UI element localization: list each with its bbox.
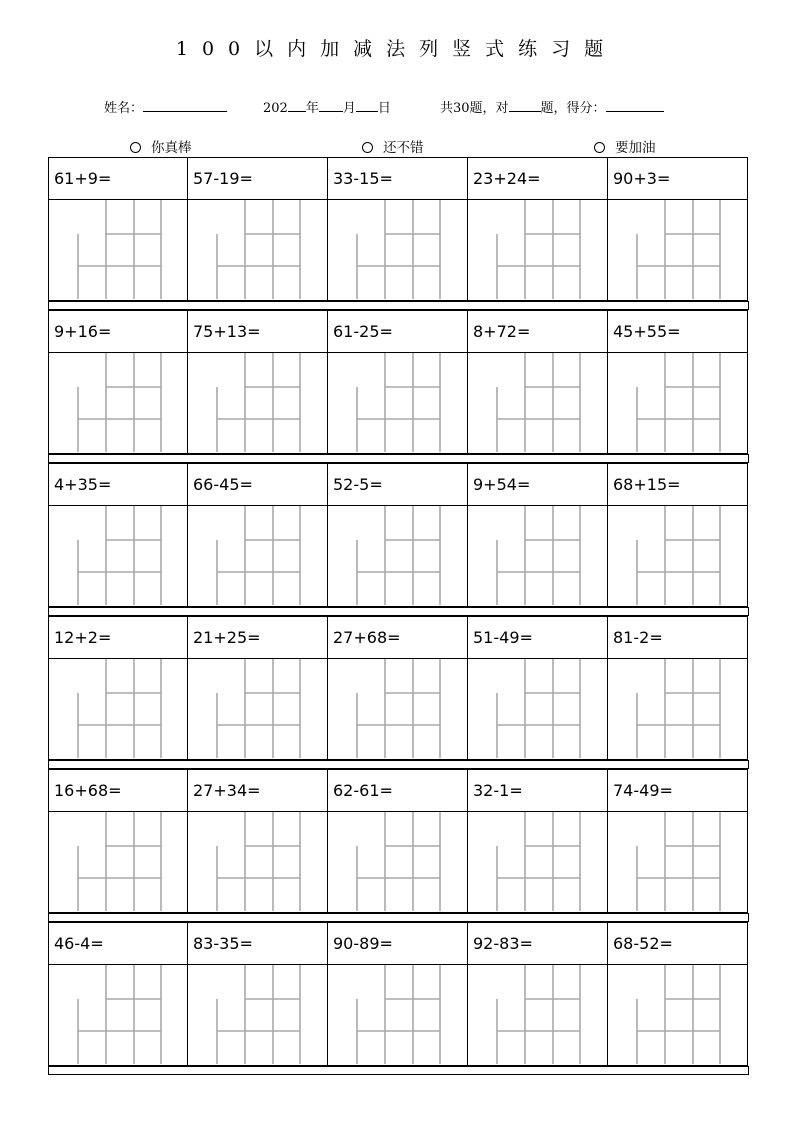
question-text: 45+55= xyxy=(613,322,681,341)
problem-cell xyxy=(48,463,188,607)
answer-box[interactable] xyxy=(328,658,468,760)
question-box xyxy=(328,463,468,506)
answer-box[interactable] xyxy=(608,811,748,913)
answer-box[interactable] xyxy=(608,505,748,607)
question-box xyxy=(188,769,328,812)
vertical-calc-grid xyxy=(216,659,302,759)
question-box xyxy=(188,922,328,965)
year-label: 年 xyxy=(305,101,319,116)
question-text: 68-52= xyxy=(613,934,673,953)
question-text: 90-89= xyxy=(333,934,393,953)
question-text: 46-4= xyxy=(54,934,104,953)
circle-icon xyxy=(130,142,141,153)
total-label: 共30题，对 xyxy=(440,101,509,116)
problem-cell xyxy=(188,769,328,913)
question-text: 16+68= xyxy=(54,781,122,800)
vertical-calc-grid xyxy=(356,506,442,606)
question-box xyxy=(48,616,188,659)
problem-cell xyxy=(328,463,468,607)
vertical-calc-grid xyxy=(216,200,302,300)
question-box xyxy=(468,310,608,353)
answer-box[interactable] xyxy=(188,505,328,607)
question-box xyxy=(608,463,748,506)
vertical-calc-grid xyxy=(496,812,582,912)
answer-box[interactable] xyxy=(468,964,608,1066)
problem-cell xyxy=(608,310,748,454)
answer-box[interactable] xyxy=(468,352,608,454)
question-text: 81-2= xyxy=(613,628,663,647)
question-text: 4+35= xyxy=(54,475,112,494)
problem-cell xyxy=(188,310,328,454)
problem-cell xyxy=(188,157,328,301)
vertical-calc-grid xyxy=(636,200,722,300)
answer-box[interactable] xyxy=(188,658,328,760)
row-separator xyxy=(48,913,749,922)
question-box xyxy=(328,310,468,353)
vertical-calc-grid xyxy=(216,353,302,453)
row-separator xyxy=(48,454,749,463)
vertical-calc-grid xyxy=(356,353,442,453)
answer-box[interactable] xyxy=(328,964,468,1066)
problem-row xyxy=(48,616,749,769)
vertical-calc-grid xyxy=(496,200,582,300)
question-box xyxy=(188,157,328,200)
vertical-calc-grid xyxy=(496,353,582,453)
vertical-calc-grid xyxy=(356,659,442,759)
vertical-calc-grid xyxy=(636,353,722,453)
question-box xyxy=(188,616,328,659)
question-box xyxy=(608,922,748,965)
year-blank[interactable] xyxy=(288,98,306,112)
question-text: 90+3= xyxy=(613,169,671,188)
problem-cell xyxy=(468,463,608,607)
problem-cell xyxy=(608,769,748,913)
problem-cell xyxy=(608,616,748,760)
month-label: 月 xyxy=(342,101,356,116)
vertical-calc-grid xyxy=(636,659,722,759)
vertical-calc-grid xyxy=(216,506,302,606)
problem-cell xyxy=(328,769,468,913)
question-box xyxy=(188,463,328,506)
problem-cell xyxy=(328,616,468,760)
answer-box[interactable] xyxy=(468,811,608,913)
answer-box[interactable] xyxy=(328,199,468,301)
answer-box[interactable] xyxy=(188,352,328,454)
name-blank[interactable] xyxy=(143,98,227,112)
question-text: 61-25= xyxy=(333,322,393,341)
answer-box[interactable] xyxy=(188,811,328,913)
problem-cell xyxy=(48,310,188,454)
vertical-calc-grid xyxy=(356,812,442,912)
rating-option[interactable] xyxy=(594,136,656,156)
answer-box[interactable] xyxy=(328,352,468,454)
problem-cell xyxy=(468,310,608,454)
question-text: 21+25= xyxy=(193,628,261,647)
problem-row xyxy=(48,463,749,616)
problem-grid xyxy=(48,157,749,1076)
problem-cell xyxy=(468,922,608,1066)
question-box xyxy=(48,463,188,506)
question-text: 23+24= xyxy=(473,169,541,188)
month-blank[interactable] xyxy=(319,98,343,112)
date-field xyxy=(263,97,391,116)
question-box xyxy=(608,616,748,659)
question-box xyxy=(608,769,748,812)
answer-box[interactable] xyxy=(48,964,188,1066)
question-text: 68+15= xyxy=(613,475,681,494)
question-box xyxy=(328,616,468,659)
question-text: 12+2= xyxy=(54,628,112,647)
question-text: 9+16= xyxy=(54,322,112,341)
problem-cell xyxy=(608,463,748,607)
answer-box[interactable] xyxy=(608,658,748,760)
vertical-calc-grid xyxy=(496,965,582,1065)
question-text: 66-45= xyxy=(193,475,253,494)
row-separator xyxy=(48,760,749,769)
problem-row xyxy=(48,157,749,310)
question-box xyxy=(468,463,608,506)
question-box xyxy=(468,922,608,965)
answer-box[interactable] xyxy=(48,199,188,301)
question-box xyxy=(608,310,748,353)
problem-cell xyxy=(328,157,468,301)
problem-cell xyxy=(468,616,608,760)
question-box xyxy=(48,310,188,353)
problem-cell xyxy=(468,769,608,913)
vertical-calc-grid xyxy=(77,812,163,912)
vertical-calc-grid xyxy=(216,812,302,912)
vertical-calc-grid xyxy=(636,812,722,912)
answer-box[interactable] xyxy=(48,811,188,913)
name-label: 姓名： xyxy=(104,101,144,116)
day-blank[interactable] xyxy=(356,98,378,112)
rating-label: 还不错 xyxy=(383,140,424,156)
question-box xyxy=(48,769,188,812)
row-separator xyxy=(48,301,749,310)
question-text: 57-19= xyxy=(193,169,253,188)
question-box xyxy=(468,157,608,200)
question-box xyxy=(608,157,748,200)
question-box xyxy=(328,769,468,812)
vertical-calc-grid xyxy=(77,353,163,453)
correct-blank[interactable] xyxy=(509,98,541,112)
vertical-calc-grid xyxy=(77,506,163,606)
problem-cell xyxy=(48,769,188,913)
problem-row xyxy=(48,769,749,922)
question-text: 27+68= xyxy=(333,628,401,647)
rating-option[interactable] xyxy=(362,136,424,156)
vertical-calc-grid xyxy=(496,659,582,759)
question-text: 74-49= xyxy=(613,781,673,800)
vertical-calc-grid xyxy=(77,659,163,759)
question-text: 52-5= xyxy=(333,475,383,494)
question-text: 75+13= xyxy=(193,322,261,341)
problem-cell xyxy=(48,922,188,1066)
rating-label: 你真棒 xyxy=(151,140,192,156)
problem-cell xyxy=(188,922,328,1066)
answer-box[interactable] xyxy=(48,352,188,454)
question-text: 51-49= xyxy=(473,628,533,647)
answer-box[interactable] xyxy=(188,964,328,1066)
answer-box[interactable] xyxy=(468,658,608,760)
circle-icon xyxy=(362,142,373,153)
vertical-calc-grid xyxy=(216,965,302,1065)
problem-cell xyxy=(468,157,608,301)
vertical-calc-grid xyxy=(496,506,582,606)
answer-box[interactable] xyxy=(48,505,188,607)
question-box xyxy=(328,157,468,200)
question-box xyxy=(468,616,608,659)
question-box xyxy=(48,922,188,965)
answer-box[interactable] xyxy=(328,505,468,607)
question-text: 9+54= xyxy=(473,475,531,494)
answer-box[interactable] xyxy=(468,199,608,301)
question-text: 33-15= xyxy=(333,169,393,188)
vertical-calc-grid xyxy=(77,200,163,300)
question-text: 62-61= xyxy=(333,781,393,800)
vertical-calc-grid xyxy=(356,965,442,1065)
year-prefix: 202 xyxy=(263,101,288,116)
circle-icon xyxy=(594,142,605,153)
question-box xyxy=(468,769,608,812)
problem-cell xyxy=(328,922,468,1066)
problem-cell xyxy=(48,616,188,760)
problem-cell xyxy=(188,463,328,607)
correct-suffix: 题，得分： xyxy=(540,101,606,116)
vertical-calc-grid xyxy=(356,200,442,300)
question-text: 27+34= xyxy=(193,781,261,800)
vertical-calc-grid xyxy=(77,965,163,1065)
answer-box[interactable] xyxy=(468,505,608,607)
question-text: 92-83= xyxy=(473,934,533,953)
problem-cell xyxy=(48,157,188,301)
answer-box[interactable] xyxy=(608,199,748,301)
row-separator xyxy=(48,607,749,616)
question-box xyxy=(328,922,468,965)
vertical-calc-grid xyxy=(636,965,722,1065)
question-text: 8+72= xyxy=(473,322,531,341)
problem-cell xyxy=(608,922,748,1066)
answer-box[interactable] xyxy=(48,658,188,760)
question-text: 61+9= xyxy=(54,169,112,188)
row-separator xyxy=(48,1066,749,1075)
problem-cell xyxy=(328,310,468,454)
answer-box[interactable] xyxy=(188,199,328,301)
page-title: 100以内加减法列竖式练习题 xyxy=(175,38,618,60)
question-box xyxy=(188,310,328,353)
question-box xyxy=(48,157,188,200)
problem-cell xyxy=(608,157,748,301)
name-field xyxy=(104,97,227,116)
rating-option[interactable] xyxy=(130,136,192,156)
answer-box[interactable] xyxy=(608,352,748,454)
problem-row xyxy=(48,922,749,1075)
problem-cell xyxy=(188,616,328,760)
question-text: 32-1= xyxy=(473,781,523,800)
day-label: 日 xyxy=(377,101,391,116)
rating-label: 要加油 xyxy=(615,140,656,156)
answer-box[interactable] xyxy=(608,964,748,1066)
vertical-calc-grid xyxy=(636,506,722,606)
score-field xyxy=(440,97,664,116)
answer-box[interactable] xyxy=(328,811,468,913)
question-text: 83-35= xyxy=(193,934,253,953)
problem-row xyxy=(48,310,749,463)
score-blank[interactable] xyxy=(606,98,664,112)
